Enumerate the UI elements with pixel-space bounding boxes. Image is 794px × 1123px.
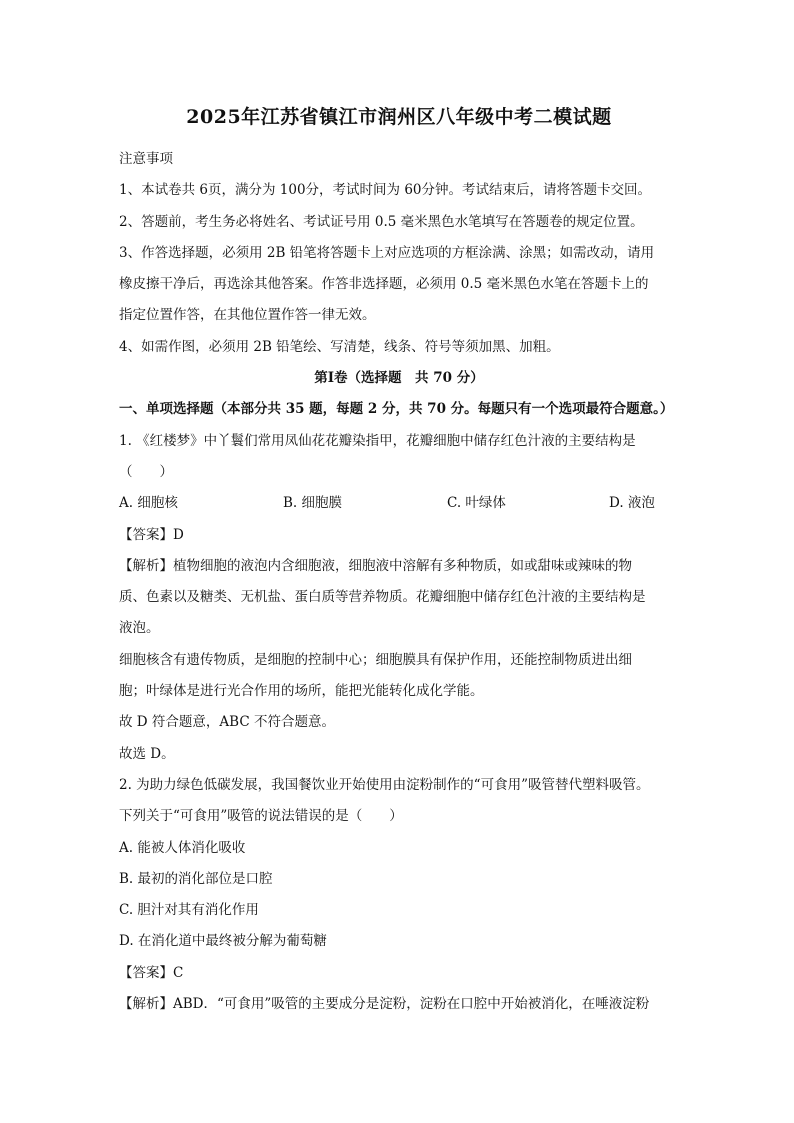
q1-analysis-line-6: 故 D 符合题意，ABC 不符合题意。 bbox=[119, 714, 335, 731]
q1-analysis-line-2: 质、色素以及糖类、无机盐、蛋白质等营养物质。花瓣细胞中储存红色汁液的主要结构是 bbox=[119, 589, 646, 606]
q2-stem-line-2: 下列关于“可食用”吸管的说法错误的是（ ） bbox=[119, 808, 403, 825]
q2-analysis-line-1: 【解析】ABD．“可食用”吸管的主要成分是淀粉，淀粉在口腔中开始被消化，在唾液淀粉 bbox=[119, 996, 650, 1013]
q1-answer: 【答案】D bbox=[119, 526, 184, 543]
page-title: 2025年江苏省镇江市润州区八年级中考二模试题 bbox=[186, 106, 612, 128]
exam-page bbox=[119, 100, 679, 1020]
q1-analysis-line-1: 【解析】植物细胞的液泡内含细胞液，细胞液中溶解有多种物质，如或甜味或辣味的物 bbox=[119, 557, 632, 574]
q2-option-b: B. 最初的消化部位是口腔 bbox=[119, 870, 273, 887]
notice-item-3-line-2: 橡皮擦干净后，再选涂其他答案。作答非选择题，必须用 0.5 毫米黑色水笔在答题卡上的 bbox=[119, 276, 649, 293]
notice-item-3-line-1: 3、作答选择题，必须用 2B 铅笔将答题卡上对应选项的方框涂满、涂黑；如需改动，请用 bbox=[119, 244, 655, 261]
q2-option-d: D. 在消化道中最终被分解为葡萄糖 bbox=[119, 933, 327, 950]
q1-options bbox=[119, 488, 679, 519]
notice-heading: 注意事项 bbox=[119, 151, 173, 167]
q1-analysis-line-3: 液泡。 bbox=[119, 620, 160, 637]
q1-option-d: D. 液泡 bbox=[609, 495, 655, 512]
notice-item-3-line-3: 指定位置作答，在其他位置作答一律无效。 bbox=[119, 307, 376, 324]
notice-item-4: 4、如需作图，必须用 2B 铅笔绘、写清楚，线条、符号等须加黑、加粗。 bbox=[119, 338, 560, 355]
q2-stem-line-1: 2. 为助力绿色低碳发展，我国餐饮业开始使用由淀粉制作的“可食用”吸管替代塑料吸管。 bbox=[119, 776, 650, 793]
notice-item-2: 2、答题前，考生务必将姓名、考试证号用 0.5 毫米黑色水笔填写在答题卷的规定位置。 bbox=[119, 213, 644, 230]
part-heading: 第Ⅰ卷（选择题 共 70 分） bbox=[314, 370, 484, 387]
q1-analysis-line-4: 细胞核含有遗传物质，是细胞的控制中心；细胞膜具有保护作用，还能控制物质进出细 bbox=[119, 651, 632, 668]
q1-stem-line-2: （ ） bbox=[119, 463, 173, 480]
q1-stem-line-1: 1. 《红楼梦》中丫鬟们常用凤仙花花瓣染指甲，花瓣细胞中储存红色汁液的主要结构是 bbox=[119, 432, 636, 449]
section-heading: 一、单项选择题（本部分共 35 题，每题 2 分，共 70 分。每题只有一个选项最符合题意。） bbox=[119, 401, 674, 418]
q2-option-a: A. 能被人体消化吸收 bbox=[119, 839, 246, 856]
q1-option-b: B. 细胞膜 bbox=[283, 495, 343, 512]
q1-analysis-line-7: 故选 D。 bbox=[119, 745, 175, 762]
q1-option-a: A. 细胞核 bbox=[119, 495, 178, 512]
q1-option-c: C. 叶绿体 bbox=[447, 495, 506, 512]
notice-item-1: 1、本试卷共 6页，满分为 100分，考试时间为 60分钟。考试结束后，请将答题卡交回。 bbox=[119, 182, 651, 199]
q1-analysis-line-5: 胞；叶绿体是进行光合作用的场所，能把光能转化成化学能。 bbox=[119, 683, 484, 700]
q2-option-c: C. 胆汁对其有消化作用 bbox=[119, 902, 259, 919]
q2-answer: 【答案】C bbox=[119, 964, 184, 981]
